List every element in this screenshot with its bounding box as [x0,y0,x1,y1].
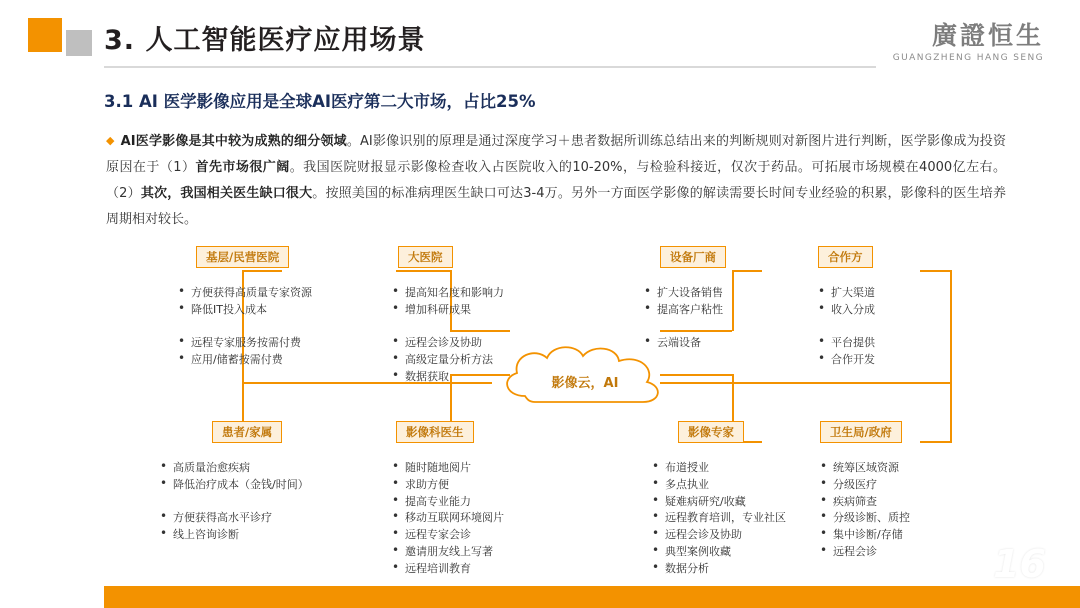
paragraph-text-1: 。AI影像识别的原理是通过深度学习＋患者数据所训练总结出来的判断规则对新图片进行判断，医学影像成为投资原因在于（1） [106,134,1006,175]
page-title: 3. 人工智能医疗应用场景 [104,25,426,56]
paragraph-bold-2: 首先市场很广阔 [195,160,290,175]
ecosystem-diagram [120,246,1070,575]
connector-line [660,330,732,332]
connector-line [396,270,452,272]
node-list-government-benefits: • 统筹区域资源 • 分级医疗 • 疾病筛查 [820,459,899,510]
node-tag-health-bureau: 卫生局/政府 [820,421,902,443]
cloud-label: 影像云，AI [551,375,619,391]
section-title: 3.1 AI 医学影像应用是全球AI医疗第二大市场，占比25% [104,92,536,111]
page-number-area [880,542,1080,608]
node-tag-partner: 合作方 [818,246,873,268]
node-list-vendor-benefits: • 扩大设备销售 • 提高客户粘性 [644,284,723,318]
paragraph-text-2: 。我国医院财报显示影像检查收入占医院收入的10-20%，与检验科接近，仅次于药品。可拓展市场规模在4000亿左右。 （2） [106,160,1006,201]
node-tag-grassroots-hospital: 基层/民营医院 [196,246,289,268]
connector-line [920,441,952,443]
header-orange-square [28,18,62,52]
header-divider [104,66,876,68]
paragraph-bold-1: AI医学影像是其中较为成熟的细分领域 [120,134,347,149]
node-list-grassroots-services: • 远程专家服务按需付费 • 应用/储蓄按需付费 [178,334,301,368]
paragraph-bold-3: 其次，我国相关医生缺口很大 [140,186,313,201]
connector-line [732,270,762,272]
page-number: 16 [993,542,1046,586]
node-list-radiologist-benefits: • 随时随地阅片 • 求助方便 • 提高专业能力 [392,459,471,510]
header-gray-square [66,30,92,56]
node-list-partner-services: • 平台提供 • 合作开发 [818,334,875,368]
node-list-radiologist-services: • 移动互联网环境阅片 • 远程专家会诊 • 邀请朋友线上写著 • 远程培训教育 [392,509,504,577]
paragraph-text-3: 。按照美国的标准病理医生缺口可达3-4万。另外一方面医学影像的解读需要长时间专业经验的积累，影像科的医生培养周期相对较长。 [106,186,1006,227]
body-paragraph [106,128,1006,233]
connector-line [660,382,950,384]
node-tag-imaging-expert: 影像专家 [678,421,744,443]
logo-chinese-text: 廣證恒生 [931,21,1044,50]
connector-line [450,330,510,332]
node-list-expert-benefits: • 布道授业 • 多点执业 • 疑难病研究/收藏 [652,459,746,510]
node-tag-large-hospital: 大医院 [398,246,453,268]
connector-line [950,382,952,442]
footer-left-gap [0,586,104,608]
connector-line [920,270,952,272]
connector-line [242,270,282,272]
logo-english-text: GUANGZHENG HANG SENG [892,52,1044,63]
node-list-expert-services: • 远程教育培训，专业社区 • 远程会诊及协助 • 典型案例收藏 • 数据分析 [652,509,786,577]
node-tag-equipment-vendor: 设备厂商 [660,246,726,268]
connector-line [950,270,952,383]
center-cloud-shape [495,342,675,416]
connector-line [732,270,734,331]
diamond-bullet-icon: ◆ [106,134,115,147]
node-tag-patient-family: 患者/家属 [212,421,282,443]
node-list-grassroots-benefits: • 方便获得高质量专家资源 • 降低IT投入成本 [178,284,312,318]
company-logo [893,22,1044,63]
node-list-vendor-services: • 云端设备 [644,334,701,351]
node-list-patient-services: • 方便获得高水平诊疗 • 线上咨询诊断 [160,509,272,543]
node-tag-radiologist: 影像科医生 [396,421,474,443]
node-list-government-services: • 分级诊断、质控 • 集中诊断/存储 • 远程会诊 [820,509,910,560]
node-list-large-hospital-services: • 远程会诊及协助 • 高级定量分析方法 • 数据获取 [392,334,493,385]
node-list-patient-benefits: • 高质量治愈疾病 • 降低治疗成本（金钱/时间） [160,459,309,493]
node-list-partner-benefits: • 扩大渠道 • 收入分成 [818,284,875,318]
node-list-large-hospital-benefits: • 提高知名度和影响力 • 增加科研成果 [392,284,504,318]
